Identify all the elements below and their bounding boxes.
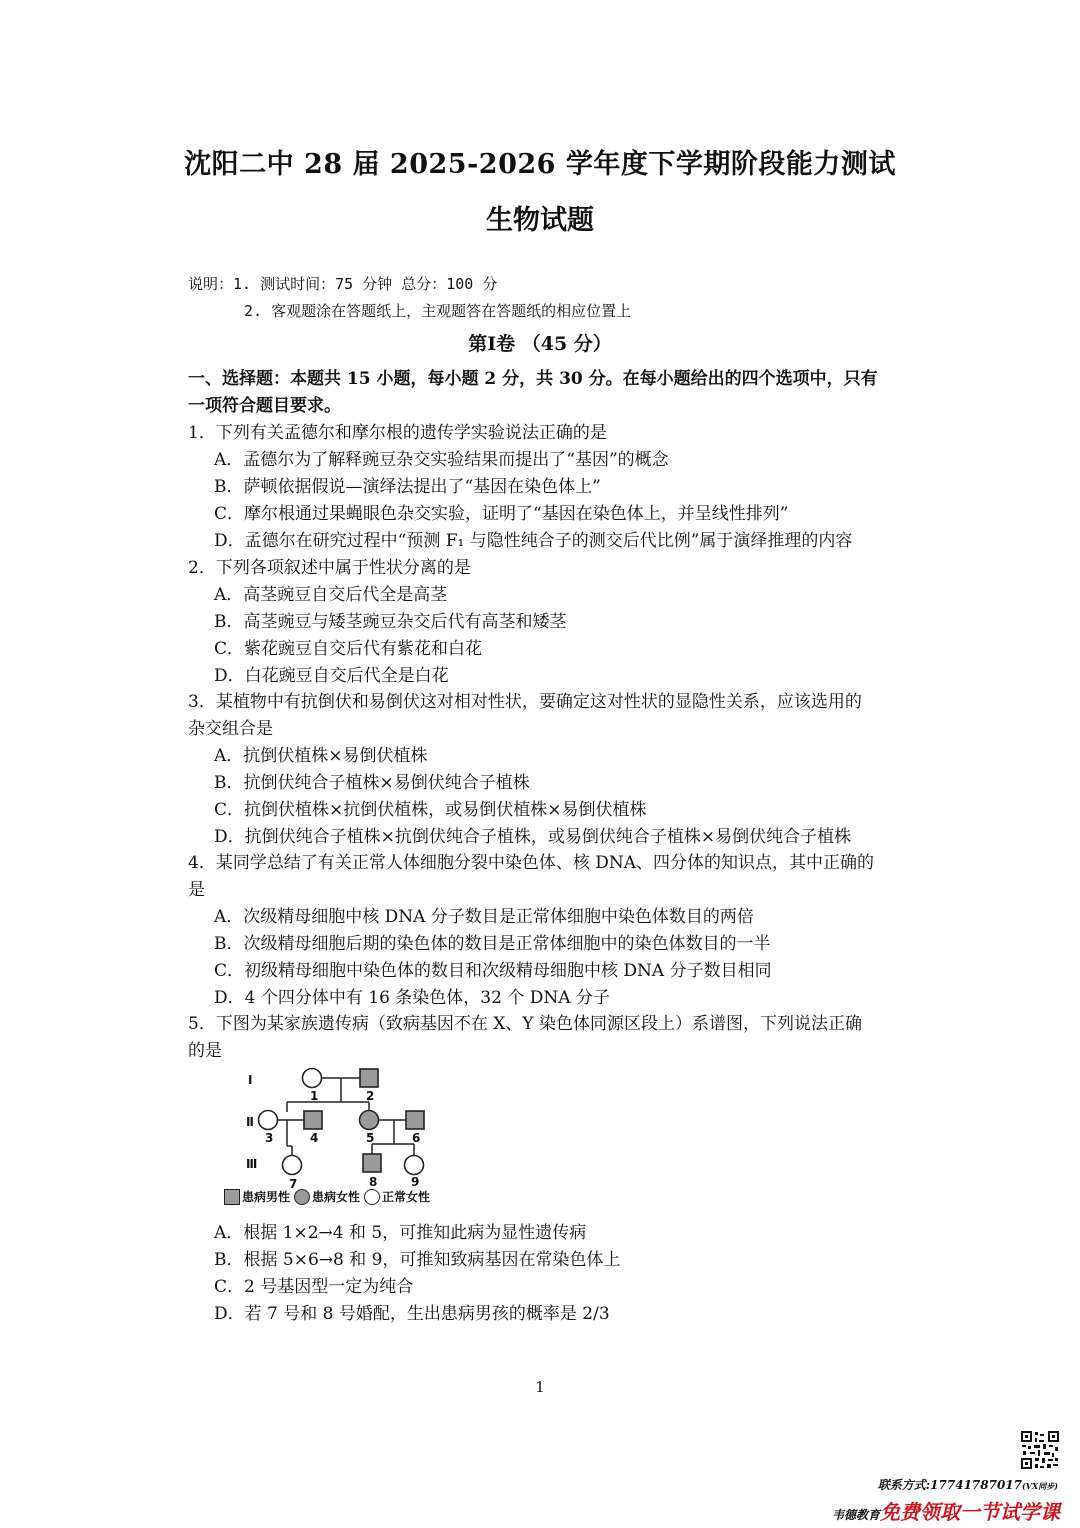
- section-instruction-2: 一项符合题目要求。: [188, 396, 341, 416]
- question-1-option-b: B．萨顿依据假说—演绎法提出了“基因在染色体上”: [214, 477, 601, 497]
- question-1-option-c: C．摩尔根通过果蝇眼色杂交实验，证明了“基因在染色体上，并呈线性排列”: [214, 504, 789, 524]
- question-2-stem: 2．下列各项叙述中属于性状分离的是: [188, 558, 471, 578]
- pedigree-individual-8: [363, 1154, 381, 1172]
- individual-label-4: 4: [310, 1131, 319, 1145]
- question-5-option-b: B．根据 5×6→8 和 9，可推知致病基因在常染色体上: [214, 1250, 621, 1270]
- generation-label-3: Ⅲ: [246, 1157, 258, 1171]
- question-4-option-d: D．4 个四分体中有 16 条染色体，32 个 DNA 分子: [214, 988, 610, 1008]
- generation-label-1: Ⅰ: [248, 1073, 253, 1087]
- promo-banner: [832, 1496, 1060, 1525]
- individual-label-8: 8: [369, 1175, 378, 1188]
- affected-female-icon: [294, 1189, 310, 1205]
- question-5-option-c: C．2 号基因型一定为纯合: [214, 1277, 414, 1297]
- individual-label-7: 7: [289, 1177, 298, 1188]
- question-3-option-b: B．抗倒伏纯合子植株×易倒伏纯合子植株: [214, 773, 530, 793]
- promo-brand: 韦德教育: [831, 1508, 880, 1522]
- affected-male-icon: [224, 1189, 240, 1205]
- promo-text: 免费领取一节试学课: [880, 1500, 1060, 1524]
- pedigree-chart: [224, 1064, 464, 1188]
- pedigree-individual-3: [259, 1111, 278, 1130]
- question-5-stem-cont: 的是: [188, 1041, 222, 1061]
- question-1-option-a: A．孟德尔为了解释豌豆杂交实验结果而提出了“基因”的概念: [214, 450, 669, 470]
- individual-label-2: 2: [366, 1089, 375, 1103]
- question-2-option-d: D．白花豌豆自交后代全是白花: [214, 666, 449, 686]
- individual-label-1: 1: [310, 1089, 319, 1103]
- question-4-option-a: A．次级精母细胞中核 DNA 分子数目是正常体细胞中染色体数目的两倍: [214, 907, 754, 927]
- contact-info: [878, 1476, 1058, 1493]
- question-1-stem: 1．下列有关孟德尔和摩尔根的遗传学实验说法正确的是: [188, 423, 607, 443]
- individual-label-3: 3: [265, 1131, 274, 1145]
- exam-subject: 生物试题: [486, 205, 594, 236]
- question-5-stem: 5．下图为某家族遗传病（致病基因不在 X、Y 染色体同源区段上）系谱图，下列说法正确: [188, 1014, 862, 1034]
- pedigree-individual-9: [405, 1156, 424, 1175]
- note-line-1: 说明：1. 测试时间：75 分钟 总分：100 分: [188, 275, 498, 293]
- legend-normal-female: 正常女性: [382, 1190, 431, 1204]
- question-4-option-c: C．初级精母细胞中染色体的数目和次级精母细胞中核 DNA 分子数目相同: [214, 961, 772, 981]
- exam-title: 沈阳二中 28 届 2025-2026 学年度下学期阶段能力测试: [184, 149, 896, 180]
- individual-label-6: 6: [412, 1131, 421, 1145]
- individual-label-9: 9: [411, 1175, 420, 1188]
- pedigree-individual-1: [303, 1069, 322, 1088]
- legend-affected-male: 患病男性: [242, 1190, 291, 1204]
- question-3-option-d: D．抗倒伏纯合子植株×抗倒伏纯合子植株，或易倒伏纯合子植株×易倒伏纯合子植株: [214, 827, 852, 847]
- contact-note: (VX同步): [1022, 1481, 1058, 1491]
- question-5-option-a: A．根据 1×2→4 和 5，可推知此病为显性遗传病: [214, 1223, 587, 1243]
- generation-label-2: Ⅱ: [246, 1115, 254, 1129]
- pedigree-individual-2: [360, 1069, 378, 1087]
- qr-code-icon: [1020, 1430, 1060, 1470]
- pedigree-individual-6: [406, 1111, 424, 1129]
- question-3-stem: 3．某植物中有抗倒伏和易倒伏这对相对性状，要确定这对性状的显隐性关系，应该选用的: [188, 692, 862, 712]
- note-line-2: 2. 客观题涂在答题纸上，主观题答在答题纸的相应位置上: [244, 302, 632, 320]
- question-4-stem: 4．某同学总结了有关正常人体细胞分裂中染色体、核 DNA、四分体的知识点，其中正确的: [188, 853, 874, 873]
- question-5-option-d: D．若 7 号和 8 号婚配，生出患病男孩的概率是 2/3: [214, 1304, 610, 1324]
- normal-female-icon: [364, 1189, 380, 1205]
- pedigree-individual-7: [283, 1156, 302, 1175]
- section-instruction-1: 一、选择题：本题共 15 小题，每小题 2 分，共 30 分。在每小题给出的四个选项中，只有: [188, 369, 878, 389]
- question-3-option-a: A．抗倒伏植株×易倒伏植株: [214, 746, 428, 766]
- legend-affected-female: 患病女性: [312, 1190, 361, 1204]
- question-3-option-c: C．抗倒伏植株×抗倒伏植株，或易倒伏植株×易倒伏植株: [214, 800, 647, 820]
- question-1-option-d: D．孟德尔在研究过程中“预测 F₁ 与隐性纯合子的测交后代比例”属于演绎推理的内容: [214, 531, 853, 551]
- question-2-option-c: C．紫花豌豆自交后代有紫花和白花: [214, 639, 483, 659]
- question-4-stem-cont: 是: [188, 880, 205, 900]
- question-2-option-a: A．高茎豌豆自交后代全是高茎: [214, 585, 448, 605]
- question-2-option-b: B．高茎豌豆与矮茎豌豆杂交后代有高茎和矮茎: [214, 612, 567, 632]
- page-number: 1: [535, 1378, 545, 1396]
- individual-label-5: 5: [366, 1131, 375, 1145]
- pedigree-legend: [224, 1188, 430, 1205]
- question-4-option-b: B．次级精母细胞后期的染色体的数目是正常体细胞中的染色体数目的一半: [214, 934, 771, 954]
- section-title: 第Ⅰ卷 （45 分）: [468, 333, 612, 355]
- pedigree-individual-4: [304, 1111, 322, 1129]
- question-3-stem-cont: 杂交组合是: [188, 719, 273, 739]
- contact-phone: 联系方式:17741787017: [877, 1478, 1023, 1492]
- pedigree-individual-5: [360, 1111, 379, 1130]
